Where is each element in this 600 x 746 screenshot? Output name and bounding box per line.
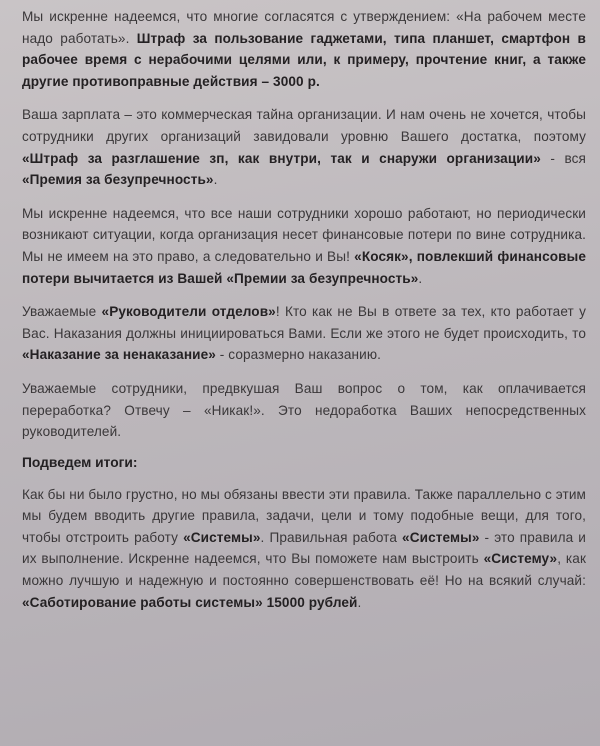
text-segment: Мы искренне надеемся, что все наши сотрудники хорошо работают, но периодически возникают ситуации, когда организация несет финансовые потери по вине сотрудника. Мы не имеем на это право, а следовательно и Вы!	[22, 205, 586, 264]
text-segment: Уважаемые	[22, 304, 102, 320]
summary-heading: Подведем итоги:	[22, 454, 138, 470]
bold-text-segment: «Руководители отделов»	[101, 304, 276, 320]
text-segment: ! Кто как не Вы в ответе за тех, кто работает у Вас. Наказания должны инициироваться Вами. Если же этого не будет происходить, то	[22, 304, 587, 341]
bold-text-segment: «Систему»	[483, 551, 558, 567]
paragraph-department-heads	[22, 301, 586, 366]
text-segment: - это правила и их выполнение. Искренне надеемся, что Вы поможете нам выстроить	[22, 529, 586, 567]
paragraph-summary	[22, 484, 586, 614]
text-segment: .	[357, 594, 362, 610]
bold-text-segment: «Премия за безупречность»	[22, 172, 214, 188]
paragraph-financial-losses	[22, 203, 586, 289]
bold-text-segment: Штраф за пользование гаджетами, типа планшет, смартфон в рабочее время с нерабочими целями или, к примеру, прочтение книг, а также другие противоправные действия – 3000 р.	[22, 30, 586, 89]
text-segment: Мы искренне надеемся, что многие согласятся с утверждением: «На рабочем месте надо работать».	[22, 9, 586, 46]
text-segment: - вся	[540, 150, 586, 166]
text-segment: , как можно лучшую и надежную и постоянно совершенствовать её! Но на всякий случай:	[22, 551, 586, 589]
text-segment: Как бы ни было грустно, но мы обязаны ввести эти правила. Также параллельно с этим мы будем вводить другие правила, задачи, цели и тому подобные вещи, для того, чтобы отстроить работу	[22, 486, 586, 545]
paragraph-overtime	[22, 378, 586, 443]
text-segment: .	[213, 172, 218, 188]
paragraph-salary-secret	[22, 104, 586, 190]
bold-text-segment: «Саботирование работы системы» 15000 рублей	[22, 594, 358, 610]
text-segment: . Правильная работа	[260, 529, 403, 545]
paragraph-gadgets-fine	[22, 6, 586, 92]
bold-text-segment: «Косяк», повлекший финансовые потери вычитается из Вашей «Премии за безупречность»	[22, 248, 586, 286]
bold-text-segment: «Системы»	[183, 529, 261, 545]
bold-text-segment: «Штраф за разглашение зп, как внутри, так и снаружи организации»	[22, 150, 541, 166]
bold-text-segment: «Системы»	[402, 529, 480, 545]
bold-text-segment: «Наказание за ненаказание»	[22, 347, 216, 363]
text-segment: Уважаемые сотрудники, предвкушая Ваш вопрос о том, как оплачивается переработка? Отвечу – «Никак!». Это недоработка Ваших непосредственных руководителей.	[22, 380, 586, 440]
text-segment: - соразмерно наказанию.	[215, 347, 382, 363]
text-segment: .	[418, 270, 423, 286]
text-segment: Ваша зарплата – это коммерческая тайна организации. И нам очень не хочется, чтобы сотрудники других организаций завидовали уровню Вашего достатка, поэтому	[22, 107, 586, 144]
